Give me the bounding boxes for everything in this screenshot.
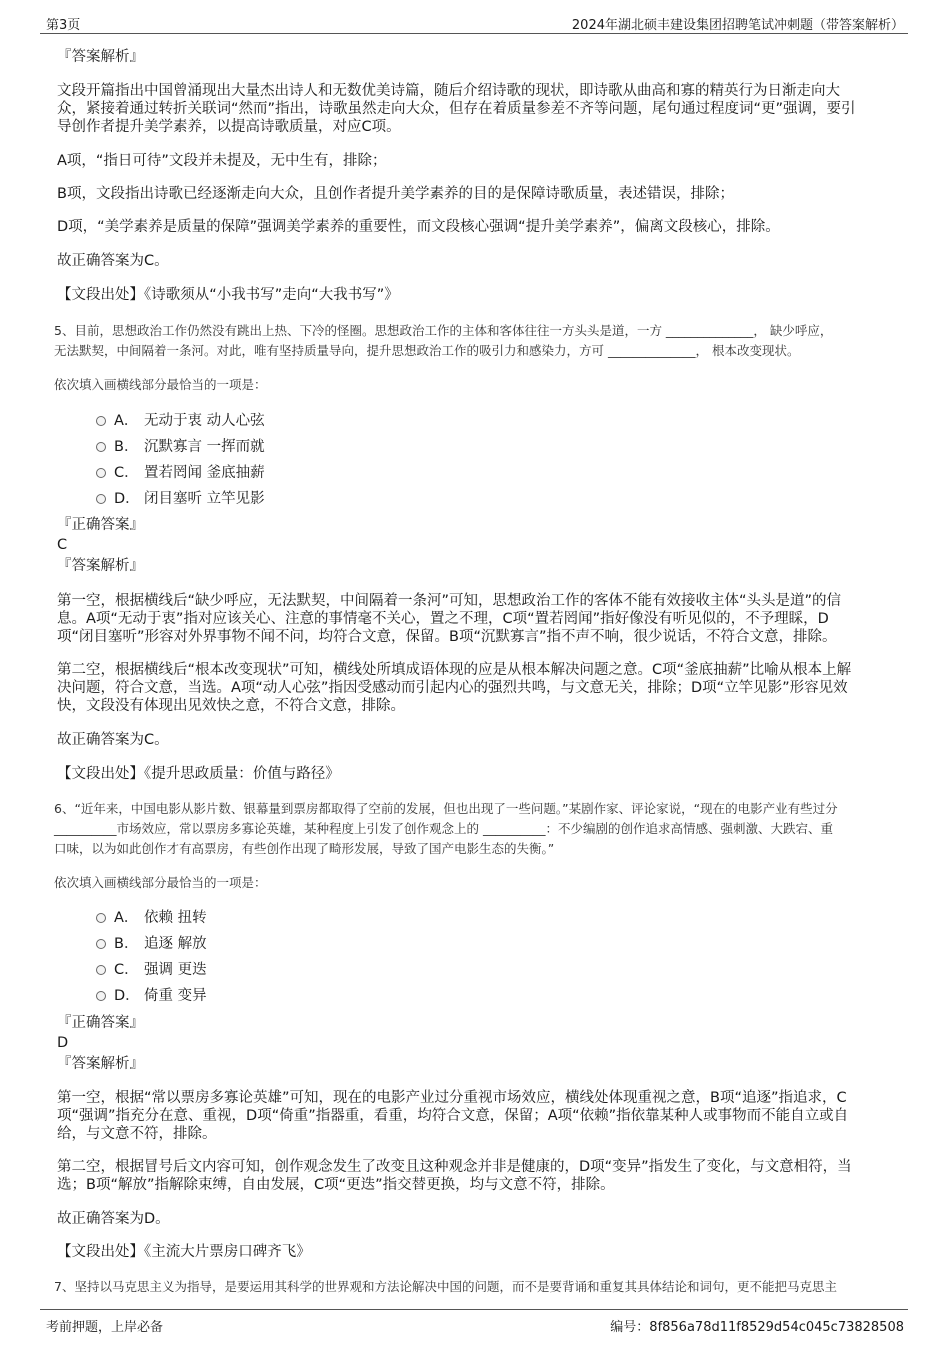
question-stem-line: __________市场效应，常以票房多寡论英雄，某种程度上引发了创作观念上的 __________：不少编剧的创作追求高情感、强刺激、大跌宕、重 — [54, 821, 833, 836]
page-header — [40, 11, 908, 34]
option-c[interactable]: C． 置若罔闻 釜底抽薪 — [96, 464, 265, 482]
analysis-line: 众，紧接着通过转折关联词“然而”指出，诗歌虽然走向大众，但存在着质量参差不齐等问题，尾句通过程度词“更”强调，要引 — [57, 101, 856, 117]
option-a[interactable]: A． 依赖 扭转 — [96, 909, 207, 927]
option-c[interactable]: C． 强调 更迭 — [96, 961, 207, 979]
analysis-line: 导创作者提升美学素养，以提高诗歌质量，对应C项。 — [57, 119, 401, 135]
analysis-line: 项“强调”指充分在意、重视，D项“倚重”指器重，看重，均符合文意，保留；A项“依赖”指依靠某种人或事物而不能自立或自 — [57, 1108, 849, 1124]
footer-slogan: 考前押题，上岸必备 — [46, 1320, 164, 1335]
analysis-label: 『答案解析』 — [57, 49, 144, 65]
analysis-line: 决问题，符合文意，当选。A项“动人心弦”指因受感动而引起内心的强烈共鸣，与文意无关，排除；D项“立竿见影”形容见效 — [57, 680, 848, 696]
document-id: 编号：8f856a78d11f8529d54c045c73828508 — [610, 1320, 904, 1335]
radio-icon[interactable] — [96, 939, 106, 949]
page-number: 第3页 — [46, 18, 81, 33]
conclusion: 故正确答案为D。 — [57, 1211, 170, 1227]
analysis-line: 第一空，根据“常以票房多寡论英雄”可知，现在的电影产业过分重视市场效应，横线处体现重视之意，B项“追逐”指追求，C — [57, 1090, 847, 1106]
option-a[interactable]: A． 无动于衷 动人心弦 — [96, 412, 265, 430]
conclusion: 故正确答案为C。 — [57, 732, 169, 748]
question-prompt: 依次填入画横线部分最恰当的一项是： — [54, 875, 267, 890]
analysis-line: 第一空，根据横线后“缺少呼应，无法默契，中间隔着一条河”可知，思想政治工作的客体不能有效接收主体“头头是道”的信 — [57, 593, 842, 609]
question-stem-line: 口味，以为如此创作才有高票房，有些创作出现了畸形发展，导致了国产电影生态的失衡。” — [54, 841, 555, 856]
question-stem-line: 6、“近年来，中国电影从影片数、银幕量到票房都取得了空前的发展，但也出现了一些问题。”某剧作家、评论家说，“现在的电影产业有些过分 — [54, 801, 838, 816]
source-citation: 【文段出处】《主流大片票房口碑齐飞》 — [57, 1244, 311, 1260]
radio-icon[interactable] — [96, 965, 106, 975]
question-stem-line: 7、坚持以马克思主义为指导，是要运用其科学的世界观和方法论解决中国的问题，而不是要背诵和重复其具体结论和词句，更不能把马克思主 — [54, 1279, 837, 1294]
analysis-line: 第二空，根据横线后“根本改变现状”可知，横线处所填成语体现的应是从根本解决问题之意。C项“釜底抽薪”比喻从根本上解 — [57, 662, 852, 678]
radio-icon[interactable] — [96, 468, 106, 478]
source-citation: 【文段出处】《诗歌须从“小我书写”走向“大我书写”》 — [57, 287, 399, 303]
radio-icon[interactable] — [96, 991, 106, 1001]
analysis-option-b: B项，文段指出诗歌已经逐渐走向大众，且创作者提升美学素养的目的是保障诗歌质量，表述错误，排除； — [57, 186, 734, 202]
question-stem-line: 无法默契，中间隔着一条河。对此，唯有坚持质量导向，提升思想政治工作的吸引力和感染力，方可 ______________， 根本改变现状。 — [54, 343, 800, 358]
analysis-line: 快，文段没有体现出见效快之意，不符合文意，排除。 — [57, 698, 405, 714]
analysis-label: 『答案解析』 — [57, 1056, 144, 1072]
question-stem-line: 5、目前，思想政治工作仍然没有跳出上热、下冷的怪圈。思想政治工作的主体和客体往往一方头头是道，一方 ______________， 缺少呼应， — [54, 323, 833, 338]
option-d[interactable]: D． 倚重 变异 — [96, 987, 207, 1005]
option-b[interactable]: B． 追逐 解放 — [96, 935, 207, 953]
radio-icon[interactable] — [96, 494, 106, 504]
analysis-line: 选；B项“解放”指解除束缚，自由发展，C项“更迭”指交替更换，均与文意不符，排除。 — [57, 1177, 615, 1193]
analysis-line: 第二空，根据冒号后文内容可知，创作观念发生了改变且这种观念并非是健康的，D项“变异”指发生了变化，与文意相符，当 — [57, 1159, 852, 1175]
radio-icon[interactable] — [96, 913, 106, 923]
analysis-label: 『答案解析』 — [57, 558, 144, 574]
correct-answer: C — [57, 537, 68, 553]
correct-answer-label: 『正确答案』 — [57, 517, 144, 533]
analysis-option-a: A项，“指日可待”文段并未提及，无中生有，排除； — [57, 153, 387, 169]
radio-icon[interactable] — [96, 442, 106, 452]
analysis-line: 项“闭目塞听”形容对外界事物不闻不问，均符合文意，保留。B项“沉默寡言”指不声不响，很少说话，不符合文意，排除。 — [57, 629, 837, 645]
correct-answer-label: 『正确答案』 — [57, 1015, 144, 1031]
page-footer — [40, 1309, 908, 1336]
radio-icon[interactable] — [96, 416, 106, 426]
question-prompt: 依次填入画横线部分最恰当的一项是： — [54, 377, 267, 392]
analysis-line: 文段开篇指出中国曾涌现出大量杰出诗人和无数优美诗篇，随后介绍诗歌的现状，即诗歌从曲高和寡的精英行为日渐走向大 — [57, 83, 840, 99]
analysis-option-d: D项，“美学素养是质量的保障”强调美学素养的重要性，而文段核心强调“提升美学素养”，偏离文段核心，排除。 — [57, 219, 780, 235]
conclusion: 故正确答案为C。 — [57, 253, 169, 269]
analysis-line: 给，与文意不符，排除。 — [57, 1126, 217, 1142]
analysis-line: 息。A项“无动于衷”指对应该关心、注意的事情毫不关心，置之不理，C项“置若罔闻”指好像没有听见似的，不予理睬，D — [57, 611, 829, 627]
option-d[interactable]: D． 闭目塞听 立竿见影 — [96, 490, 265, 508]
document-title: 2024年湖北硕丰建设集团招聘笔试冲刺题（带答案解析） — [571, 18, 904, 33]
option-b[interactable]: B． 沉默寡言 一挥而就 — [96, 438, 265, 456]
source-citation: 【文段出处】《提升思政质量：价值与路径》 — [57, 766, 340, 782]
correct-answer: D — [57, 1035, 69, 1051]
